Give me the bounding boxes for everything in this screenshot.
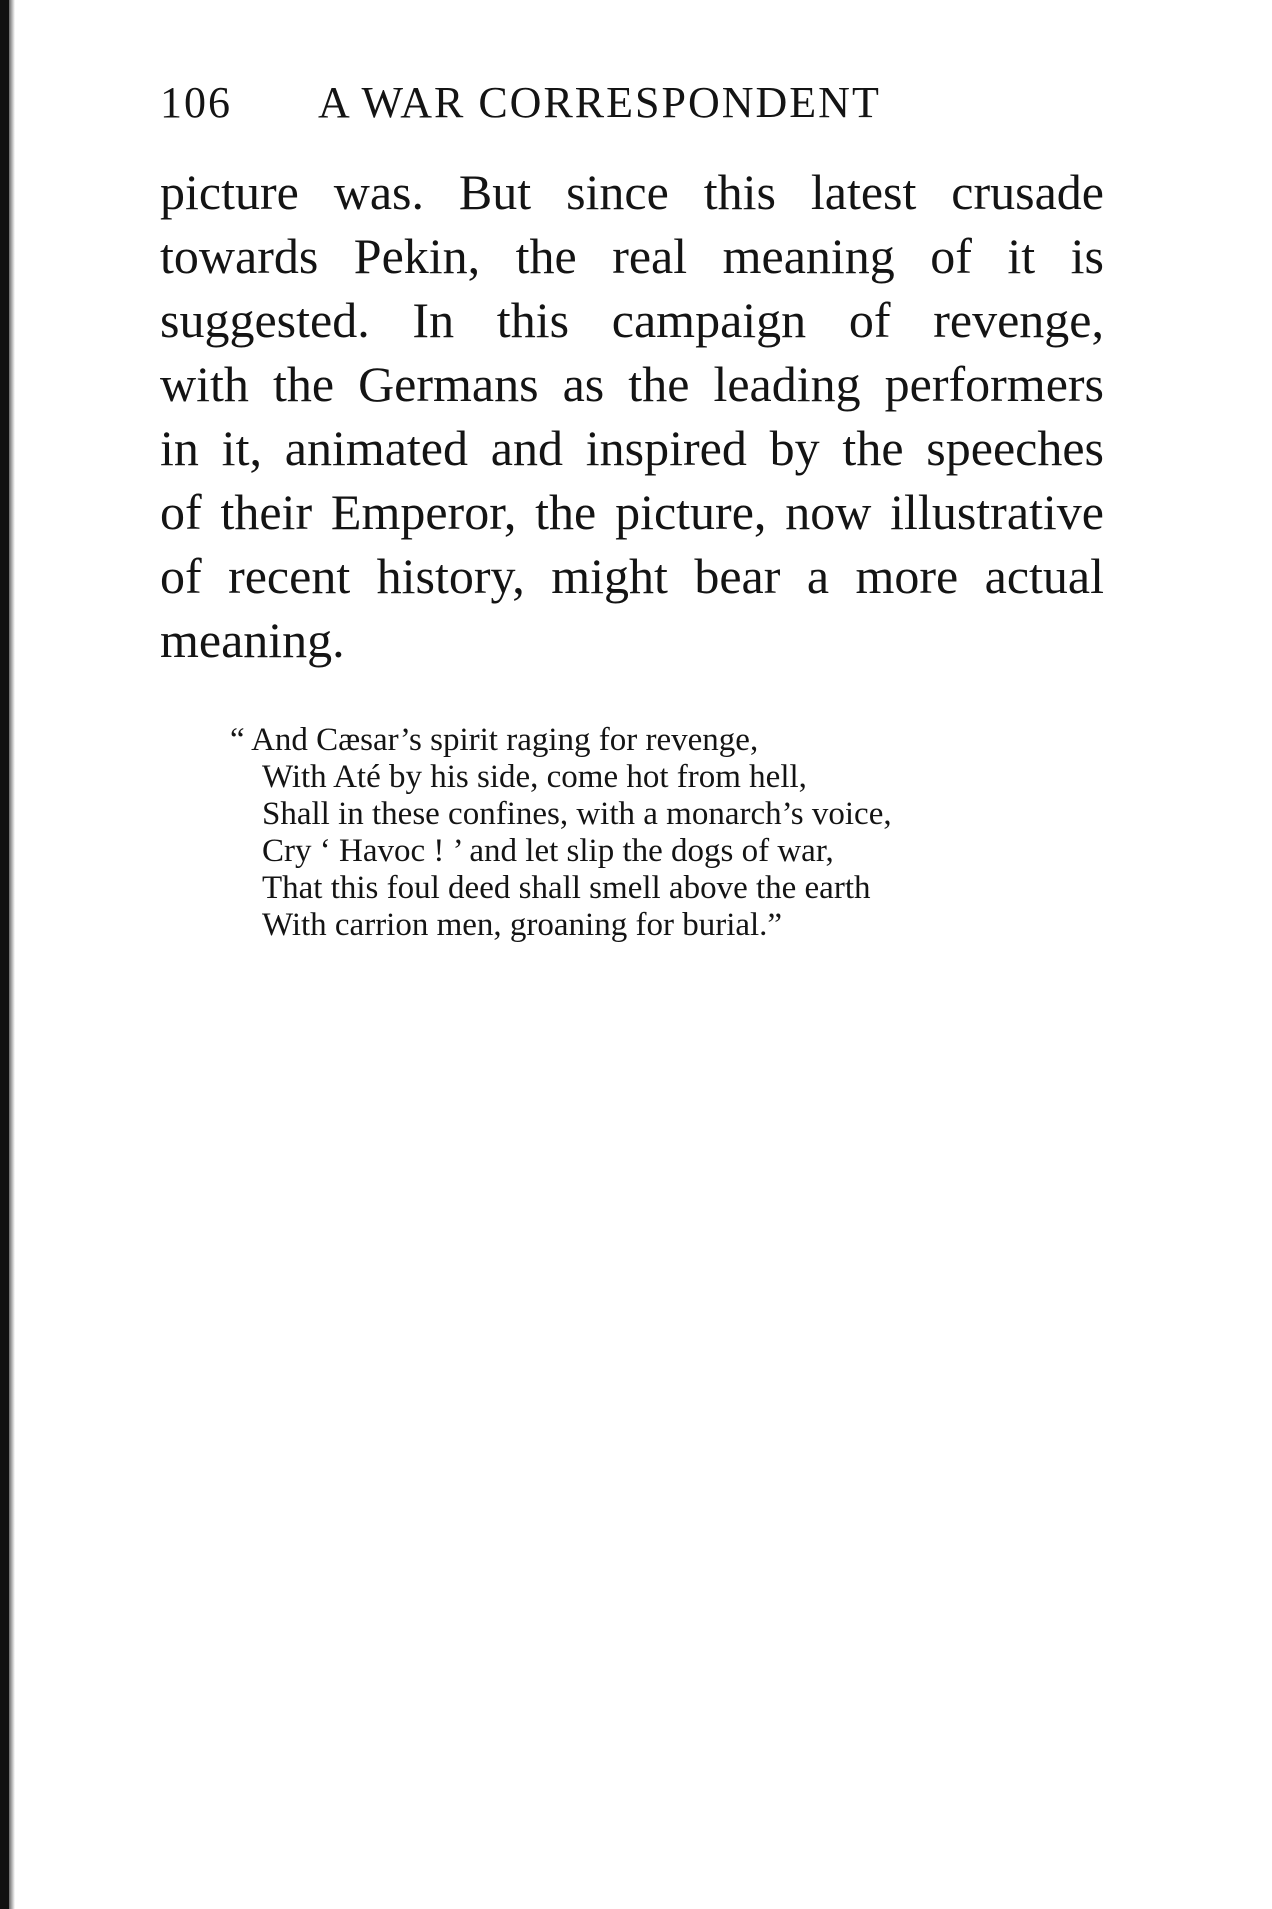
book-spine-edge [0, 0, 9, 1909]
body-line: towards Pekin, the real meaning of it is [160, 228, 1104, 284]
verse-line: With carrion men, groaning for burial.” [262, 907, 783, 943]
body-line: in it, animated and inspired by the speeches [160, 420, 1104, 476]
page-header [160, 78, 1100, 128]
verse-line: Shall in these confines, with a monarch’s voice, [262, 796, 892, 832]
body-line: suggested. In this campaign of revenge, [160, 292, 1104, 348]
body-line: of their Emperor, the picture, now illustrative [160, 484, 1104, 540]
body-line: with the Germans as the leading performers [160, 356, 1104, 412]
body-paragraph [160, 160, 1104, 672]
body-line: picture was. But since this latest crusade [160, 164, 1104, 220]
body-line: of recent history, might bear a more actual [160, 548, 1104, 604]
verse-line: With Até by his side, come hot from hell, [262, 759, 807, 795]
verse-line: “ And Cæsar’s spirit raging for revenge, [230, 722, 759, 758]
verse-line: Cry ‘ Havoc ! ’ and let slip the dogs of war, [262, 833, 834, 869]
body-line: meaning. [160, 612, 345, 668]
verse-line: That this foul deed shall smell above the earth [262, 870, 871, 906]
verse-quotation [230, 722, 1030, 944]
running-head: A WAR CORRESPONDENT [318, 78, 881, 127]
book-spine-shadow [9, 0, 15, 1909]
page-number: 106 [160, 78, 232, 127]
